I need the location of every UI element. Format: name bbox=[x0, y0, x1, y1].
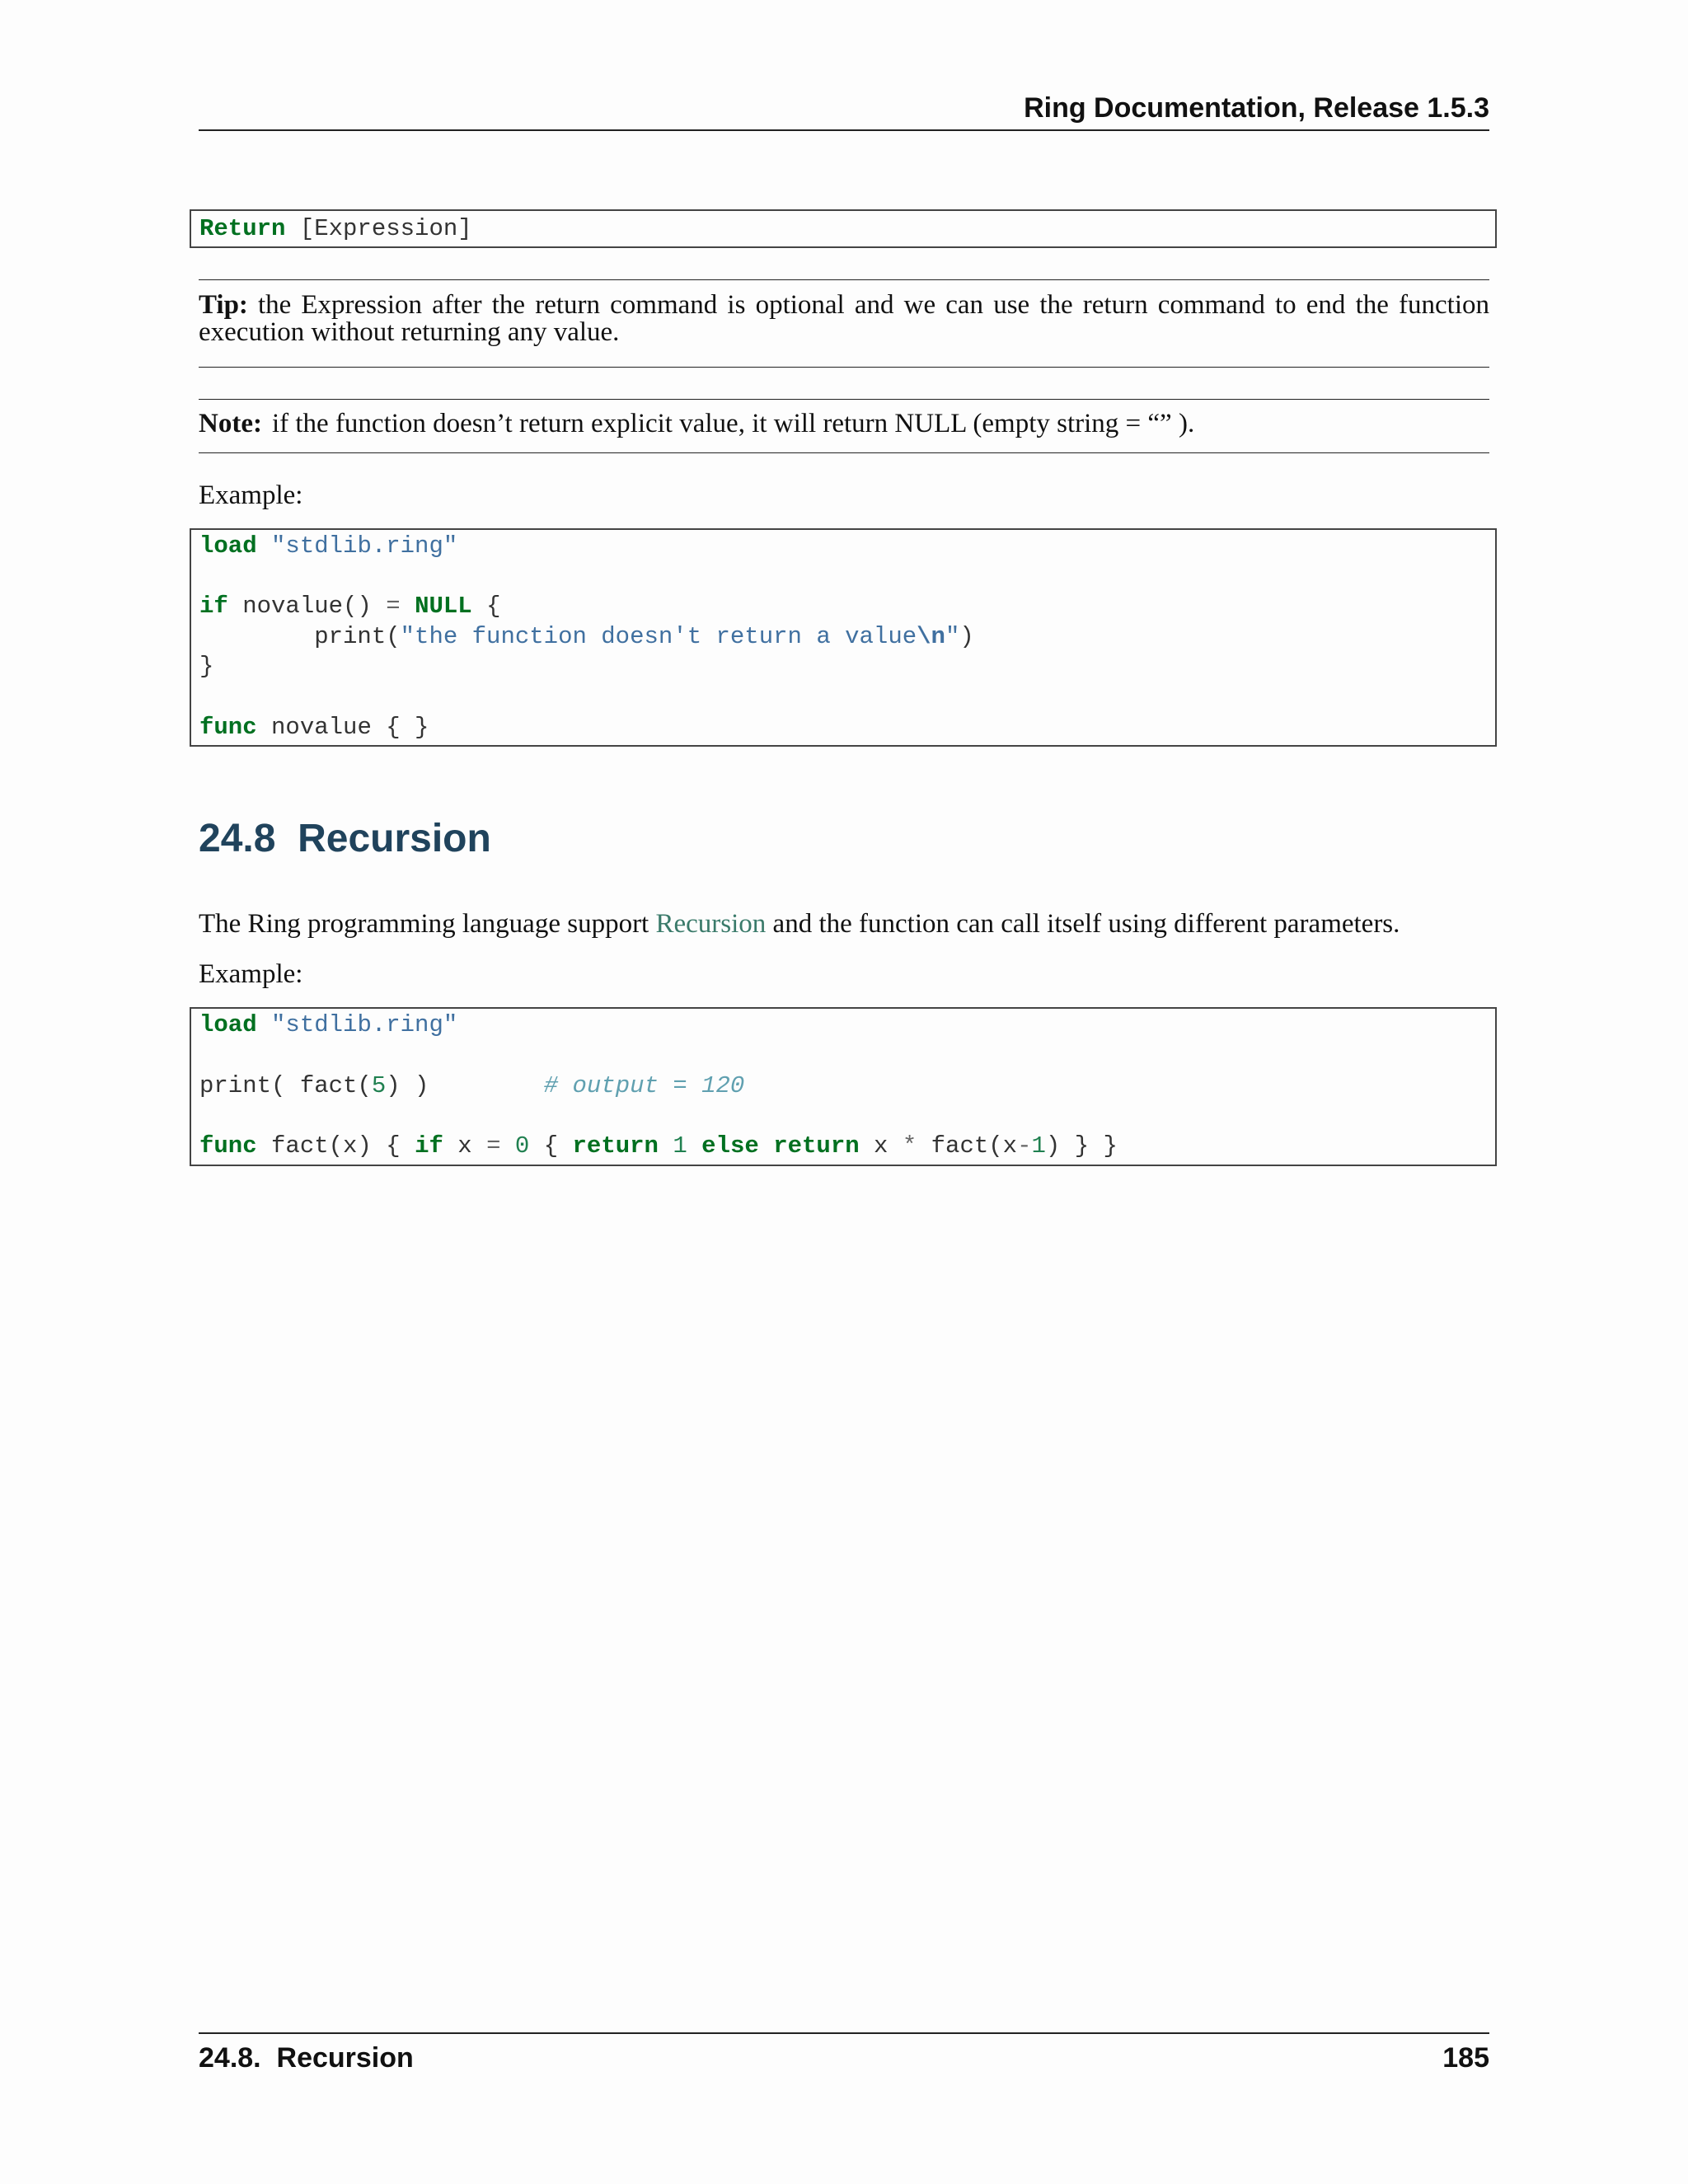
code-operator: = bbox=[486, 1132, 501, 1160]
example-label: Example: bbox=[199, 959, 303, 989]
running-header-title: Ring Documentation, Release 1.5.3 bbox=[1024, 92, 1489, 124]
code-text: novalue() bbox=[227, 593, 387, 620]
code-keyword: else bbox=[701, 1132, 759, 1160]
code-text: x bbox=[443, 1132, 487, 1160]
code-keyword: return bbox=[773, 1132, 860, 1160]
code-operator: = bbox=[386, 593, 401, 620]
code-string: "stdlib.ring" bbox=[271, 1011, 458, 1038]
note-label: Note: bbox=[199, 409, 262, 438]
code-operator: - bbox=[1017, 1132, 1032, 1160]
code-text bbox=[759, 1132, 773, 1160]
code-number: 1 bbox=[673, 1132, 687, 1160]
code-keyword: load bbox=[199, 1011, 257, 1038]
paragraph-text: and the function can call itself using different parameters. bbox=[766, 909, 1400, 939]
code-line bbox=[199, 592, 501, 621]
code-keyword: NULL bbox=[415, 593, 472, 620]
code-escape: \n bbox=[917, 623, 945, 650]
code-line bbox=[199, 1010, 457, 1040]
tip-top-rule bbox=[199, 279, 1489, 280]
code-text: ) ) bbox=[386, 1072, 544, 1099]
header-rule bbox=[199, 129, 1489, 131]
section-number: 24.8 bbox=[199, 817, 276, 860]
example-label: Example: bbox=[199, 480, 303, 510]
tip-text: the Expression after the return command is optional and we can use the return command to end the function execution without returning any value. bbox=[199, 290, 1489, 347]
code-comment: # output = 120 bbox=[543, 1072, 745, 1099]
code-text: novalue { } bbox=[256, 714, 429, 741]
note-text: if the function doesn’t return explicit value, it will return NULL (empty string = “” ). bbox=[271, 409, 1195, 438]
code-text: fact(x bbox=[917, 1132, 1018, 1160]
code-text: } bbox=[199, 653, 214, 680]
code-line bbox=[199, 652, 213, 682]
tip-label: Tip: bbox=[199, 290, 248, 320]
tip-admonition bbox=[199, 292, 1489, 346]
code-text: x bbox=[859, 1132, 903, 1160]
code-text: fact(x) { bbox=[256, 1132, 415, 1160]
footer-rule bbox=[199, 2032, 1489, 2034]
recursion-link[interactable]: Recursion bbox=[655, 909, 767, 939]
footer-page-number: 185 bbox=[1442, 2042, 1489, 2074]
code-keyword: load bbox=[199, 532, 257, 560]
syntax-code-block bbox=[190, 209, 1497, 248]
code-number: 1 bbox=[1031, 1132, 1046, 1160]
code-line bbox=[199, 214, 472, 244]
code-operator: * bbox=[902, 1132, 917, 1160]
code-keyword: if bbox=[199, 593, 228, 620]
code-text: [Expression] bbox=[285, 215, 472, 242]
code-keyword: Return bbox=[199, 215, 286, 242]
code-text: { bbox=[529, 1132, 573, 1160]
code-line bbox=[199, 1132, 1118, 1161]
recursion-paragraph bbox=[199, 907, 1489, 940]
code-text: ) } } bbox=[1045, 1132, 1118, 1160]
example-code-block-1 bbox=[190, 528, 1497, 747]
note-admonition bbox=[199, 410, 1489, 438]
code-keyword: func bbox=[199, 1132, 257, 1160]
code-text: ) bbox=[959, 623, 974, 650]
code-line bbox=[199, 1071, 744, 1101]
footer-section: 24.8. Recursion bbox=[199, 2042, 414, 2074]
section-title: Recursion bbox=[298, 817, 491, 860]
code-keyword: if bbox=[415, 1132, 443, 1160]
code-text: print( bbox=[199, 623, 401, 650]
code-string: "the function doesn't return a value bbox=[400, 623, 917, 650]
code-keyword: return bbox=[572, 1132, 659, 1160]
code-line bbox=[199, 622, 974, 652]
code-line bbox=[199, 532, 457, 561]
code-text bbox=[501, 1132, 515, 1160]
code-string: "stdlib.ring" bbox=[271, 532, 458, 560]
section-heading bbox=[199, 816, 491, 861]
note-top-rule bbox=[199, 399, 1489, 400]
code-text bbox=[659, 1132, 673, 1160]
code-text bbox=[687, 1132, 701, 1160]
code-text: print( fact( bbox=[199, 1072, 372, 1099]
code-string: " bbox=[945, 623, 960, 650]
code-number: 5 bbox=[371, 1072, 387, 1099]
tip-bottom-rule bbox=[199, 367, 1489, 368]
code-text bbox=[401, 593, 415, 620]
code-line bbox=[199, 713, 429, 743]
code-number: 0 bbox=[514, 1132, 530, 1160]
code-text: { bbox=[471, 593, 501, 620]
note-bottom-rule bbox=[199, 452, 1489, 453]
paragraph-text: The Ring programming language support bbox=[199, 909, 656, 939]
example-code-block-2 bbox=[190, 1007, 1497, 1166]
code-keyword: func bbox=[199, 714, 257, 741]
